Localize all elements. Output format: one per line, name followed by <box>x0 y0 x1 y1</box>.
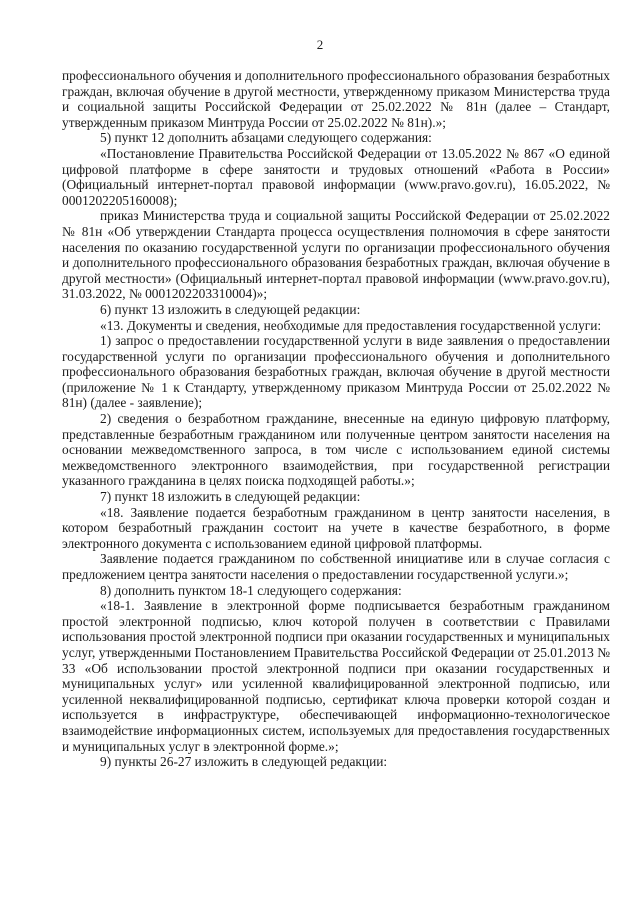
paragraph-item-8: 8) дополнить пунктом 18-1 следующего содержания: <box>100 582 402 598</box>
paragraph-clause-18: «18. Заявление подается безработным гражданином в центр занятости населения, в котором безработный гражданин состоит на учете в качестве безработного, в форме электронного документа с использованием единой цифровой платформы. <box>62 504 610 551</box>
page-number: 2 <box>316 37 324 52</box>
paragraph-subitem-1: 1) запрос о предоставлении государственной услуги в виде заявления о предоставлении государственной услуги по организации профессионального обучения и дополнительного профессионального образования безработных граждан, включая обучение в другой местности (приложение № 1 к Стандарту, утвержденному приказом Минтруда России от 25.02.2022 № 81н) (далее - заявление); <box>62 333 610 411</box>
paragraph-order-81n: приказ Министерства труда и социальной защиты Российской Федерации от 25.02.2022 № 81н «Об утверждении Стандарта процесса осуществления полномочия в сфере занятости населения по оказанию государственной услуги по организации профессионального обучения и дополнительного профессионального образования безработных граждан, включая обучение в другой местности» (Официальный интернет-портал правовой информации (www.pravo.gov.ru), 31.03.2022, № 0001202203310004)»; <box>62 208 610 302</box>
document-body <box>62 68 610 770</box>
paragraph-subitem-2: 2) сведения о безработном гражданине, внесенные на единую цифровую платформу, представленные безработным гражданином или полученные центром занятости населения на основании межведомственного запроса, в том числе с использованием единой системы межведомственного электронного взаимодействия, при государственной регистрации указанного гражданина в целях поиска подходящей работы.»; <box>62 411 610 489</box>
paragraph-continuation: профессионального обучения и дополнительного профессионального образования безработных граждан, включая обучение в другой местности, утвержденному приказом Министерства труда и социальной защиты Российской Федерации от 25.02.2022 № 81н (далее – Стандарт, утвержденным приказом Минтруда России от 25.02.2022 № 81н).»; <box>62 68 610 130</box>
paragraph-item-9: 9) пункты 26-27 изложить в следующей редакции: <box>100 754 388 770</box>
paragraph-clause-13: «13. Документы и сведения, необходимые для предоставления государственной услуги: <box>100 317 602 333</box>
paragraph-clause-18-cont: Заявление подается гражданином по собственной инициативе или в случае согласия с предложением центра занятости населения о предоставлении государственной услуги.»; <box>62 551 610 582</box>
paragraph-item-7: 7) пункт 18 изложить в следующей редакции: <box>100 489 361 505</box>
paragraph-resolution-867: «Постановление Правительства Российской Федерации от 13.05.2022 № 867 «О единой цифровой платформе в сфере занятости и трудовых отношений «Работа в России» (Официальный интернет-портал правовой информации (www.pravo.gov.ru), 16.05.2022, № 0001202205160008); <box>62 145 610 208</box>
paragraph-item-6: 6) пункт 13 изложить в следующей редакции: <box>100 301 361 317</box>
paragraph-clause-18-1: «18-1. Заявление в электронной форме подписывается безработным гражданином простой электронной подписью, ключ которой получен в соответствии с Правилами использования простой электронной подписи при оказании государственных и муниципальных услуг, утвержденными Постановлением Правительства Российской Федерации от 25.01.2013 № 33 «Об использовании простой электронной подписи при оказании государственных и муниципальных услуг» или усиленной квалифицированной электронной подписью, или усиленной неквалифицированной подписью, сертификат ключа проверки которой создан и используется в инфраструктуре, обеспечивающей информационно-технологическое взаимодействие информационных систем, используемых для предоставления государственных и муниципальных услуг в электронной форме.»; <box>62 598 610 754</box>
paragraph-item-5: 5) пункт 12 дополнить абзацами следующего содержания: <box>100 130 432 146</box>
